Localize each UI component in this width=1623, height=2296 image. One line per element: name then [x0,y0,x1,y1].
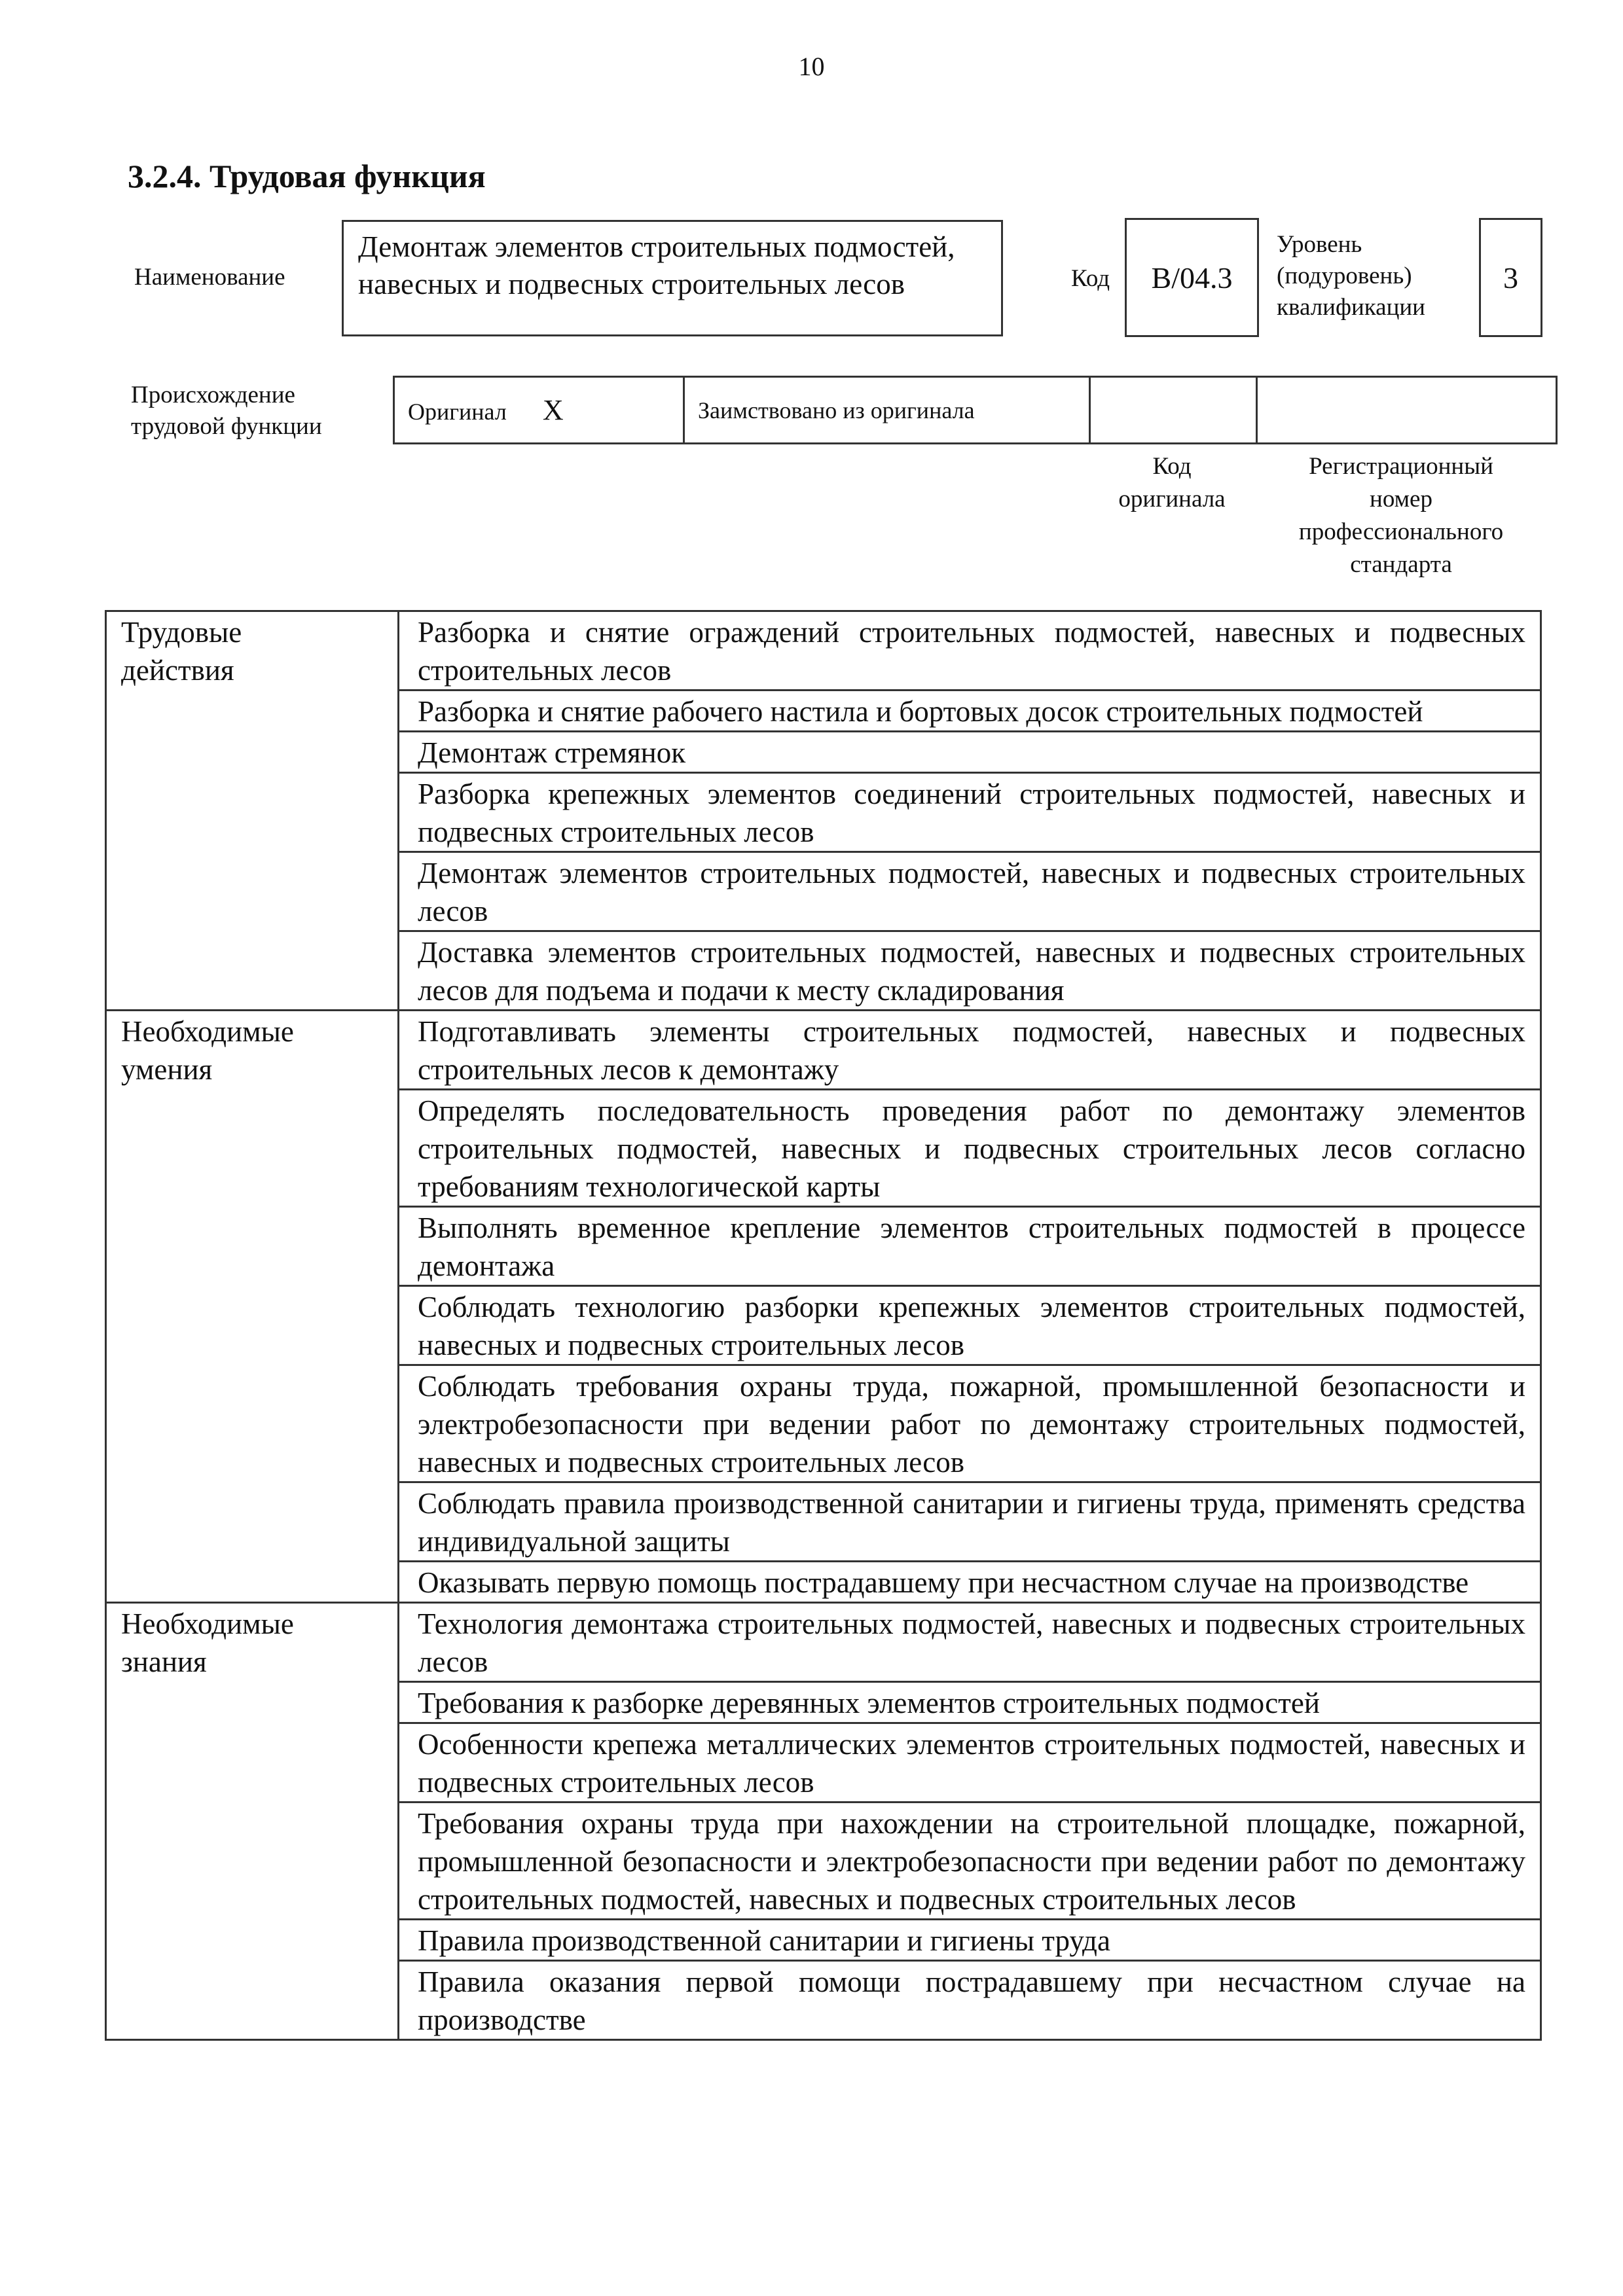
table-row [106,1011,1541,1090]
origin-original-cell [394,377,684,444]
labor-function-table [105,610,1542,2041]
level-label-line: квалификации [1277,294,1425,321]
section-title-line: умения [121,1053,213,1086]
table-cell: Разборка и снятие ограждений строительных подмостей, навесных и подвесных строительных лесов [399,611,1541,691]
table-cell: Оказывать первую помощь пострадавшему при несчастном случае на производстве [399,1562,1541,1603]
registration-number-caption [1250,450,1552,581]
section-title-line: Необходимые [121,1607,294,1640]
table-cell: Демонтаж элементов строительных подмостей, навесных и подвесных строительных лесов [399,852,1541,931]
name-label: Наименование [134,264,285,291]
caption-line: профессионального [1298,518,1504,545]
qualification-level-box: 3 [1479,218,1542,337]
origin-label-line: трудовой функции [131,413,322,440]
caption-line: Код [1152,453,1192,480]
section-title-line: Трудовые [121,616,242,649]
table-cell: Соблюдать требования охраны труда, пожарной, промышленной безопасности и электробезопасности при ведении работ по демонтажу строительных подмостей, навесных и подвесных строительных лесов [399,1365,1541,1482]
section-title-required-knowledge [106,1603,399,2040]
table-cell: Выполнять временное крепление элементов строительных подмостей в процессе демонтажа [399,1207,1541,1286]
table-cell: Правила производственной санитарии и гигиены труда [399,1920,1541,1961]
table-row [106,611,1541,691]
origin-borrowed-cell: Заимствовано из оригинала [684,377,1090,444]
table-cell: Технология демонтажа строительных подмостей, навесных и подвесных строительных лесов [399,1603,1541,1682]
section-title-labor-actions [106,611,399,1011]
table-cell: Разборка крепежных элементов соединений строительных подмостей, навесных и подвесных строительных лесов [399,773,1541,852]
table-cell: Требования охраны труда при нахождении на строительной площадке, пожарной, промышленной безопасности и электробезопасности при ведении работ по демонтажу строительных подмостей, навесных и подвесных строительных лесов [399,1803,1541,1920]
section-title-line: знания [121,1645,207,1678]
table-cell: Особенности крепежа металлических элементов строительных подмостей, навесных и подвесных строительных лесов [399,1723,1541,1803]
registration-number-cell [1257,377,1557,444]
original-code-cell [1090,377,1257,444]
level-label-line: Уровень [1277,231,1362,258]
table-cell: Соблюдать технологию разборки крепежных элементов строительных подмостей, навесных и подвесных строительных лесов [399,1286,1541,1365]
function-name-box: Демонтаж элементов строительных подмостей, навесных и подвесных строительных лесов [342,220,1003,336]
caption-line: номер [1370,486,1432,512]
table-cell: Требования к разборке деревянных элементов строительных подмостей [399,1682,1541,1723]
table-cell: Разборка и снятие рабочего настила и бортовых досок строительных подмостей [399,691,1541,732]
caption-line: стандарта [1350,551,1452,578]
caption-line: оригинала [1118,486,1226,512]
table-cell: Доставка элементов строительных подмостей, навесных и подвесных строительных лесов для подъема и подачи к месту складирования [399,931,1541,1011]
original-mark: X [542,394,564,426]
section-title-required-skills [106,1011,399,1603]
page-number: 10 [798,52,825,81]
section-title-line: Необходимые [121,1015,294,1048]
section-title-line: действия [121,654,234,687]
table-cell: Правила оказания первой помощи пострадавшему при несчастном случае на производстве [399,1961,1541,2040]
section-heading: 3.2.4. Трудовая функция [128,158,486,194]
level-label [1277,229,1425,323]
table-cell: Демонтаж стремянок [399,732,1541,773]
level-label-line: (подуровень) [1277,262,1412,289]
code-label: Код [1071,265,1110,292]
caption-line: Регистрационный [1309,453,1493,480]
origin-table [393,376,1558,444]
original-label: Оригинал [408,399,507,425]
table-cell: Подготавливать элементы строительных подмостей, навесных и подвесных строительных лесов к демонтажу [399,1011,1541,1090]
original-code-caption [1087,450,1257,516]
function-code-box: B/04.3 [1125,218,1259,337]
origin-label-line: Происхождение [131,382,295,408]
origin-label [131,380,322,442]
table-cell: Определять последовательность проведения работ по демонтажу элементов строительных подмостей, навесных и подвесных строительных лесов согласно требованиям технологической карты [399,1090,1541,1207]
table-row [106,1603,1541,1682]
table-cell: Соблюдать правила производственной санитарии и гигиены труда, применять средства индивидуальной защиты [399,1482,1541,1562]
